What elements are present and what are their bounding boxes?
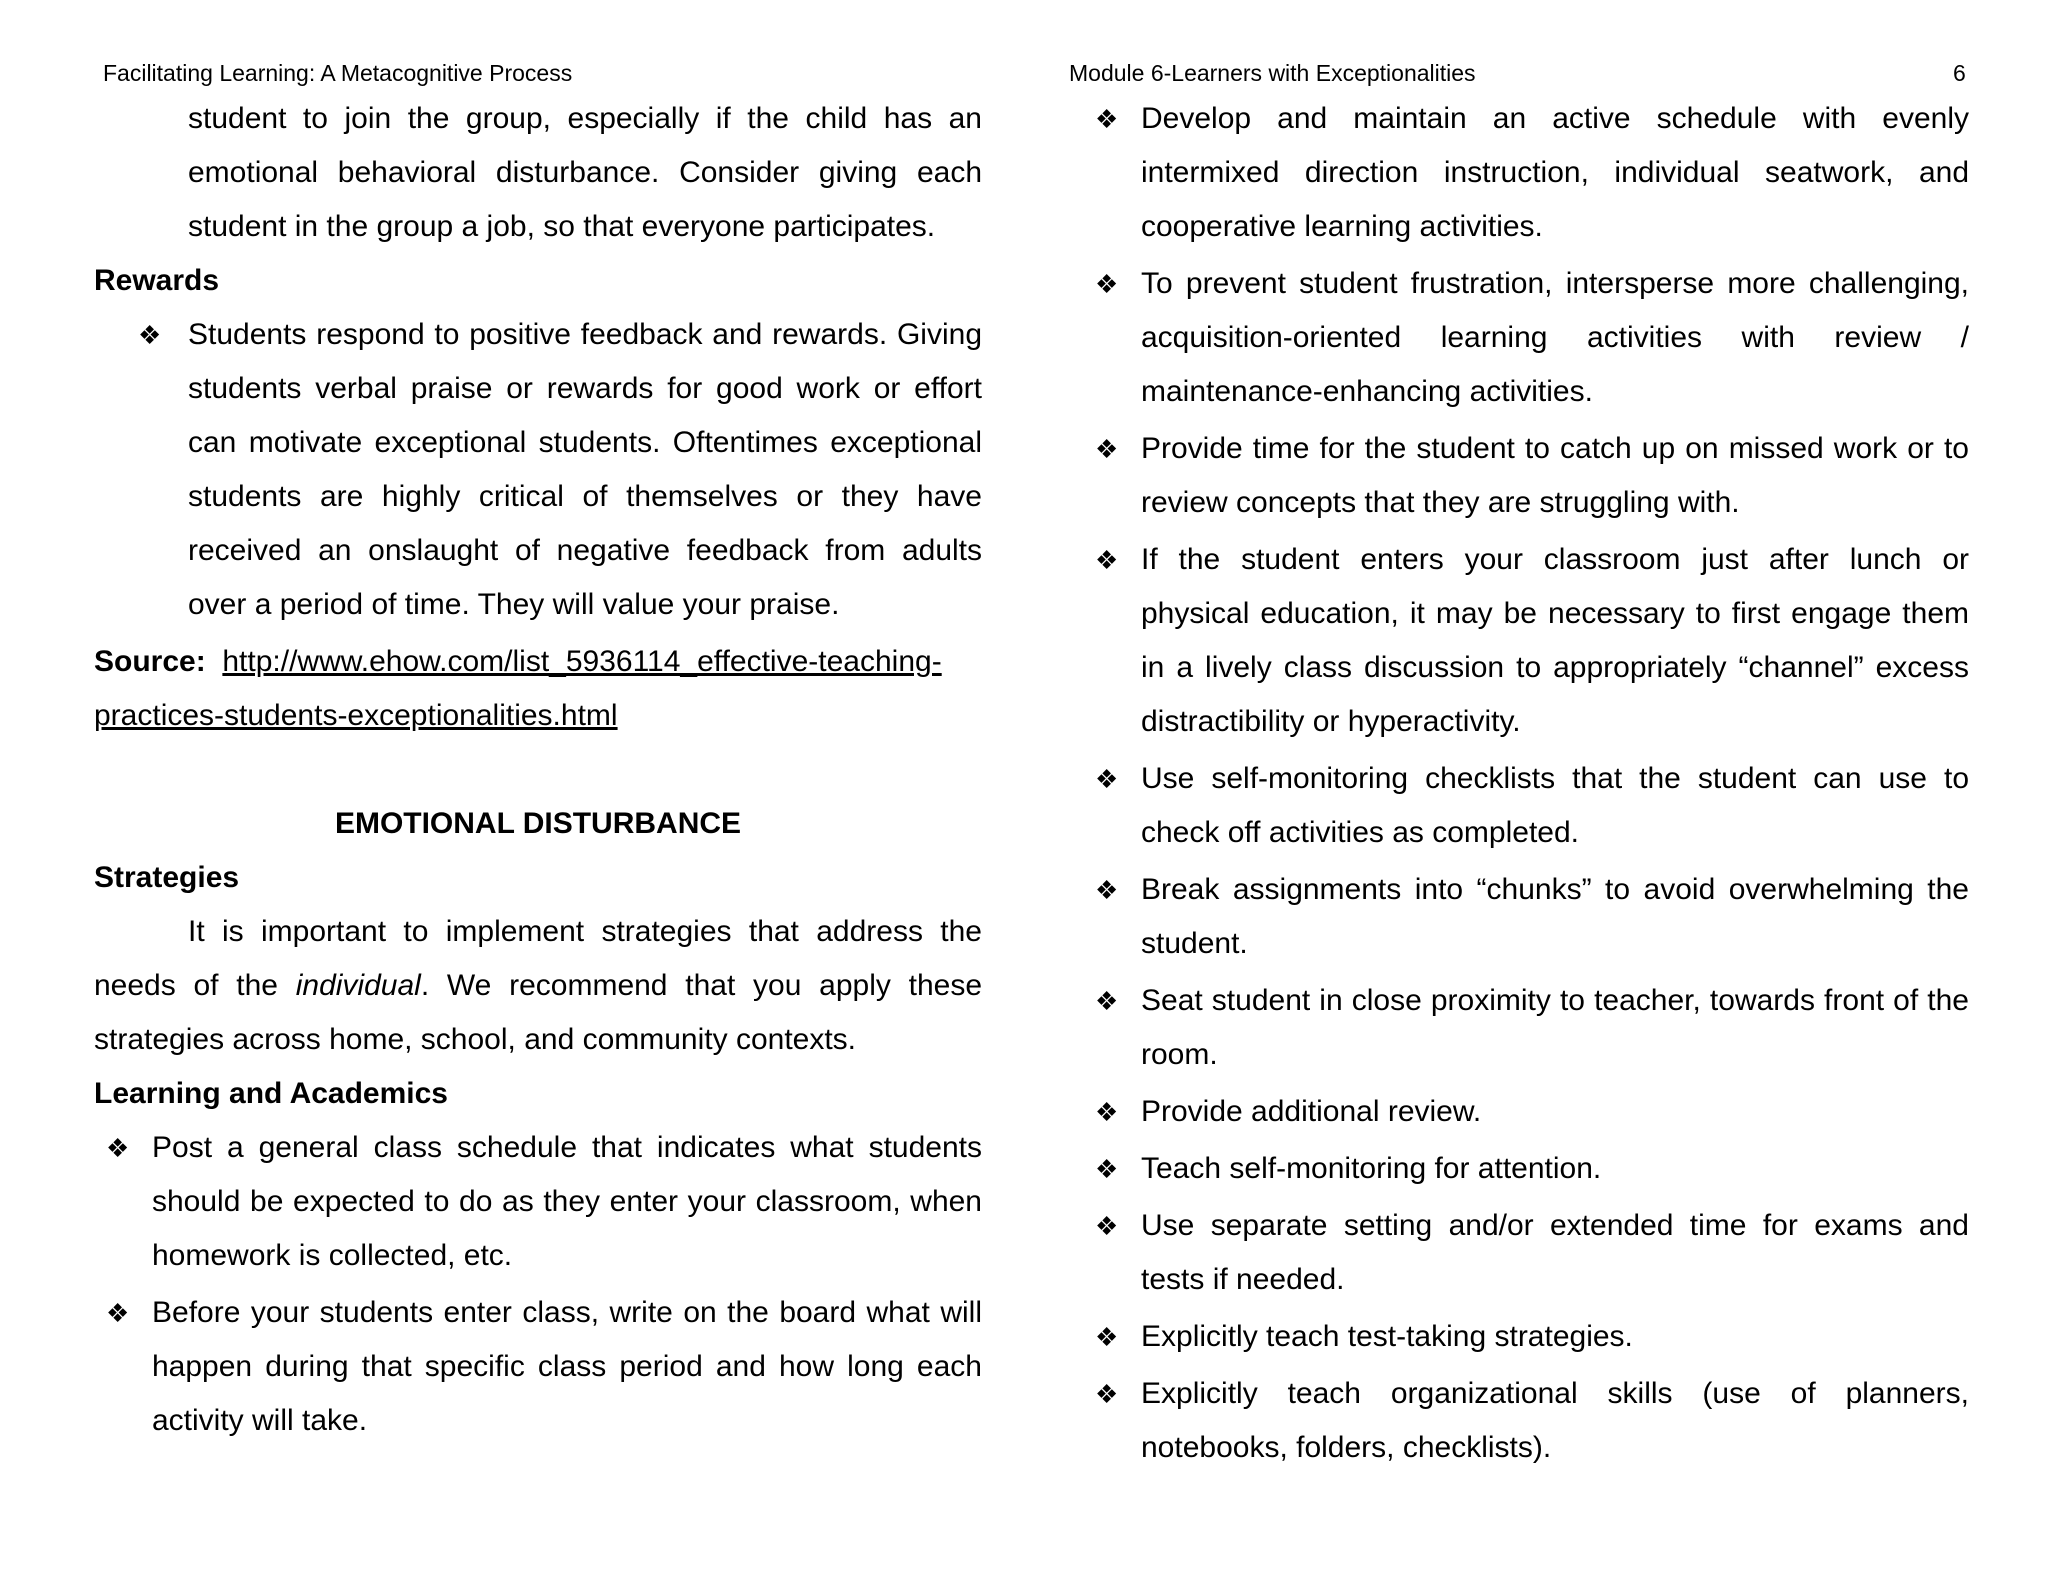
rewards-bullet-text: Students respond to positive feedback and rewards. Giving students verbal praise or rewards for good work or effort can motivate exceptional students. Oftentimes exceptional students are highly critical of themselves or they have received an onslaught of negative feedback from adults over a period of time. They will value your praise.: [188, 318, 982, 621]
strategy-bullet-text: To prevent student frustration, intersperse more challenging, acquisition-oriented learning activities with review / maintenance-enhancing activities.: [1141, 267, 1969, 408]
strategy-bullet: [1069, 752, 1969, 860]
running-header-right: Module 6-Learners with Exceptionalities: [1069, 60, 1476, 86]
bullet-diamond-icon: ❖: [1095, 986, 1119, 1016]
strategy-bullet: [1069, 92, 1969, 254]
strategy-bullet-text: Use separate setting and/or extended time for exams and tests if needed.: [1141, 1209, 1969, 1296]
strategy-bullet: [1069, 1142, 1969, 1196]
strategy-bullet: [1069, 1310, 1969, 1364]
learning-bullet: [94, 1286, 982, 1448]
bullet-diamond-icon: ❖: [106, 1133, 130, 1163]
strategies-paragraph: [94, 905, 982, 1067]
strategies-heading: Strategies: [94, 861, 240, 894]
bullet-diamond-icon: ❖: [1095, 1211, 1119, 1241]
strategy-bullet-text: If the student enters your classroom just after lunch or physical education, it may be necessary to first engage them in a lively class discussion to appropriately “channel” excess distractibility or hyperactivity.: [1141, 543, 1969, 738]
strategies-text-2: . We recommend that you apply these strategies across home, school, and community contexts.: [94, 969, 983, 1056]
strategy-bullet: [1069, 1367, 1969, 1475]
strategy-bullet-text: Use self-monitoring checklists that the student can use to check off activities as completed.: [1141, 762, 1969, 849]
bullet-diamond-icon: ❖: [1095, 269, 1119, 299]
strategy-bullet-text: Provide time for the student to catch up on missed work or to review concepts that they are struggling with.: [1141, 432, 1969, 519]
strategy-bullet-text: Explicitly teach test-taking strategies.: [1141, 1320, 1633, 1353]
bullet-diamond-icon: ❖: [1095, 875, 1119, 905]
learning-bullet-text: Before your students enter class, write on the board what will happen during that specific class period and how long each activity will take.: [152, 1296, 982, 1437]
bullet-diamond-icon: ❖: [1095, 1322, 1119, 1352]
bullet-diamond-icon: ❖: [1095, 1379, 1119, 1409]
section-title: EMOTIONAL DISTURBANCE: [334, 807, 742, 840]
source-link[interactable]: http://www.ehow.com/list_5936114_effective-teaching-practices-students-exceptionalities.html: [94, 645, 942, 732]
left-column: [94, 92, 982, 1451]
page-number: 6: [1953, 60, 1966, 86]
bullet-diamond-icon: ❖: [106, 1298, 130, 1328]
bullet-diamond-icon: ❖: [138, 320, 162, 350]
strategy-bullet: [1069, 1199, 1969, 1307]
strategy-bullet: [1069, 422, 1969, 530]
source-line: [94, 635, 982, 743]
bullet-diamond-icon: ❖: [1095, 434, 1119, 464]
learning-heading: Learning and Academics: [94, 1077, 448, 1110]
strategy-bullet-text: Seat student in close proximity to teacher, towards front of the room.: [1141, 984, 1969, 1071]
section-spacer: [94, 743, 982, 797]
source-label: Source:: [94, 645, 206, 678]
running-header-left: Facilitating Learning: A Metacognitive Process: [103, 60, 573, 86]
bullet-diamond-icon: ❖: [1095, 1097, 1119, 1127]
rewards-heading: Rewards: [94, 264, 220, 297]
strategy-bullet: [1069, 863, 1969, 971]
strategies-text-emphasis: individual: [295, 969, 421, 1002]
strategy-bullet-text: Develop and maintain an active schedule with evenly intermixed direction instruction, individual seatwork, and cooperative learning activities.: [1141, 102, 1969, 243]
strategy-bullet: [1069, 257, 1969, 419]
strategy-bullet: [1069, 974, 1969, 1082]
bullet-diamond-icon: ❖: [1095, 545, 1119, 575]
learning-bullet-text: Post a general class schedule that indicates what students should be expected to do as they enter your classroom, when homework is collected, etc.: [152, 1131, 982, 1272]
strategy-bullet-text: Teach self-monitoring for attention.: [1141, 1152, 1602, 1185]
bullet-diamond-icon: ❖: [1095, 764, 1119, 794]
strategy-bullet-text: Provide additional review.: [1141, 1095, 1482, 1128]
right-column: [1069, 92, 1969, 1478]
rewards-bullet: [94, 308, 982, 632]
strategy-bullet: [1069, 533, 1969, 749]
bullet-diamond-icon: ❖: [1095, 104, 1119, 134]
learning-bullet: [94, 1121, 982, 1283]
strategy-bullet-text: Break assignments into “chunks” to avoid overwhelming the student.: [1141, 873, 1969, 960]
strategy-bullet: [1069, 1085, 1969, 1139]
continued-paragraph: student to join the group, especially if the child has an emotional behavioral disturbance. Consider giving each student in the group a job, so that everyone participates.: [188, 102, 982, 243]
bullet-diamond-icon: ❖: [1095, 1154, 1119, 1184]
strategy-bullet-text: Explicitly teach organizational skills (use of planners, notebooks, folders, checklists).: [1141, 1377, 1969, 1464]
strategies-text-1: It is important to implement strategies that address the needs of the: [94, 915, 982, 1002]
